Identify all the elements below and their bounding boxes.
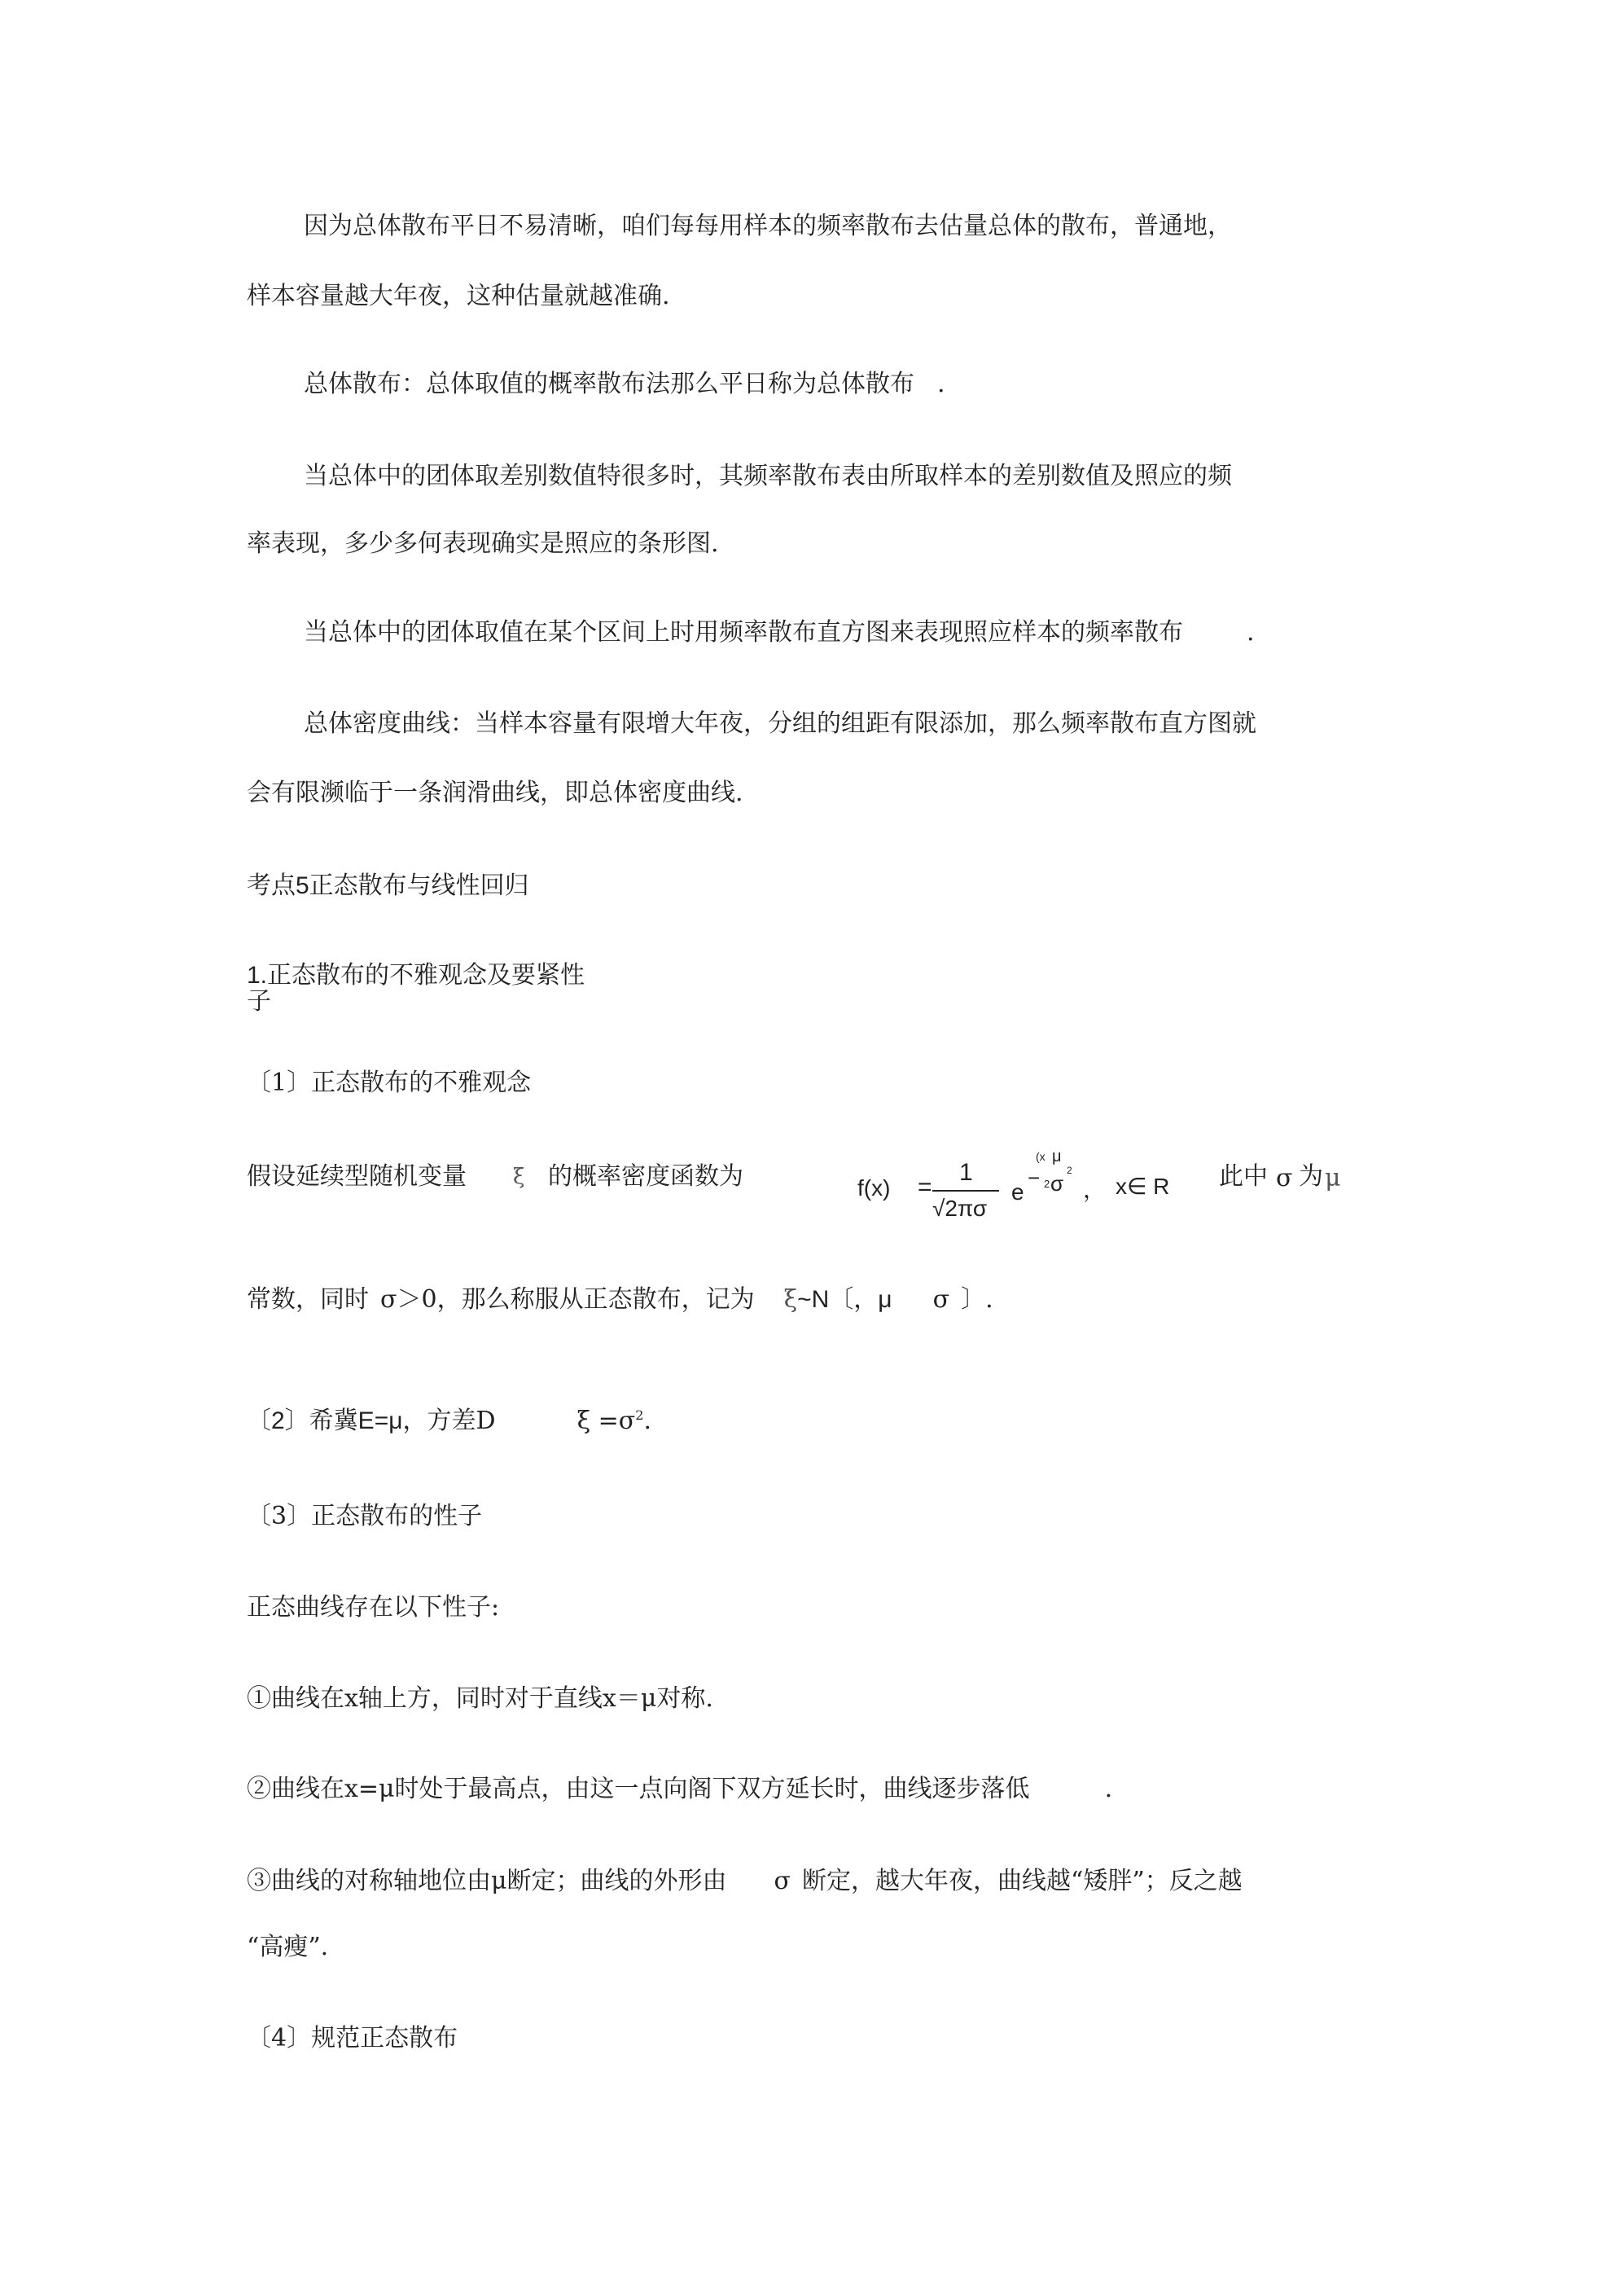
item1-line2	[247, 1284, 993, 1316]
paragraph-text: 当总体中的团体取值在某个区间上时用频率散布直方图来表现照应样本的频率散布	[304, 618, 1183, 647]
exp-sigma: σ	[1050, 1171, 1064, 1196]
exp-mu: μ	[1052, 1148, 1062, 1166]
subsection-title: 1.正态散布的不雅观念及要紧性	[247, 962, 585, 989]
item-heading: 〔1〕正态散布的不雅观念	[247, 1069, 532, 1097]
xi-symbol: ξ	[513, 1165, 525, 1189]
mu-symbol: μ	[1325, 1164, 1341, 1192]
text: 〕.	[961, 1285, 993, 1314]
item1-line1-c: 此中	[1219, 1162, 1268, 1191]
property-2	[247, 1773, 1112, 1806]
item-heading: 〔3〕正态散布的性子	[247, 1502, 483, 1530]
xi-symbol: ξ	[783, 1285, 798, 1314]
exp-top: (x	[1036, 1150, 1046, 1163]
period: .	[937, 370, 945, 398]
expectation-text: 〔2〕希冀E=μ	[247, 1407, 403, 1434]
exp-minus: −	[1028, 1166, 1041, 1190]
sigma-symbol: σ	[1276, 1164, 1293, 1192]
exp-two: 2	[1044, 1178, 1050, 1190]
property-1: ①曲线在x轴上方，同时对于直线x＝μ对称.	[247, 1684, 713, 1713]
item2	[247, 1399, 651, 1438]
formula-equals: =	[918, 1174, 932, 1201]
paragraph-line: 当总体中的团体取差别数值特很多时，其频率散布表由所取样本的差别数值及照应的频	[304, 462, 1232, 490]
text: 断定，越大年夜，曲线越“矮胖”；反之越	[801, 1867, 1243, 1895]
subsection-title-wrap: 子	[247, 987, 271, 1016]
item1-line1-a: 假设延续型随机变量	[247, 1162, 467, 1191]
exp-square: 2	[1067, 1165, 1072, 1176]
paragraph-line: 样本容量越大年夜，这种估量就越准确.	[247, 282, 670, 310]
formula-comma: ，	[1083, 1177, 1107, 1202]
period: .	[1247, 618, 1255, 647]
item1-line1-d: 为	[1299, 1162, 1323, 1191]
paragraph	[304, 368, 945, 401]
section-title: 考点5正态散布与线性回归	[247, 872, 529, 899]
sigma-symbol: σ	[380, 1285, 397, 1314]
item1-line1-b: 的概率密度函数为	[548, 1162, 743, 1191]
item-heading: 〔4〕规范正态散布	[247, 2024, 458, 2052]
period: .	[643, 1407, 651, 1435]
text: ②曲线在x=μ时处于最高点，由这一点向阁下双方延长时，曲线逐步落低	[247, 1775, 1030, 1803]
paragraph-text: 总体散布：总体取值的概率散布法那么平日称为总体散布	[304, 370, 914, 398]
fraction-bar	[932, 1190, 999, 1192]
formula-x-in-r: x∈ R	[1116, 1174, 1170, 1199]
variance-formula: ξ =σ	[576, 1407, 636, 1435]
sigma-symbol: σ	[932, 1285, 950, 1314]
text: 服从正态散布，记为	[534, 1285, 755, 1314]
paragraph	[304, 617, 1255, 649]
formula-e: e	[1011, 1179, 1024, 1205]
property-3	[247, 1865, 1243, 1898]
text: ③曲线的对称轴地位由μ断定；曲线的外形由	[247, 1867, 727, 1895]
formula-denominator: √2πσ	[932, 1196, 988, 1221]
paragraph-line: 率表现，多少多何表现确实是照应的条形图.	[247, 529, 719, 558]
superscript: 2	[635, 1407, 644, 1423]
text: 常数，同时	[247, 1285, 369, 1314]
formula-fx: f(x)	[857, 1175, 891, 1201]
formula-numerator: 1	[959, 1159, 973, 1186]
sigma-symbol: σ	[774, 1867, 791, 1895]
text: ＞0，那么称	[397, 1285, 535, 1314]
item3-intro: 正态曲线存在以下性子:	[247, 1593, 500, 1622]
paragraph-line: 总体密度曲线：当样本容量有限增大年夜，分组的组距有限添加，那么频率散布直方图就	[304, 709, 1256, 738]
text: ~N〔，μ	[797, 1286, 892, 1313]
variance-text: ，方差D	[402, 1407, 496, 1435]
paragraph-line: 因为总体散布平日不易清晰，咱们每每用样本的频率散布去估量总体的散布，普通地，	[304, 212, 1232, 240]
period: .	[1104, 1775, 1113, 1803]
property-3-line2: “高瘦”.	[247, 1933, 329, 1961]
paragraph-line: 会有限濒临于一条润滑曲线，即总体密度曲线.	[247, 779, 743, 807]
